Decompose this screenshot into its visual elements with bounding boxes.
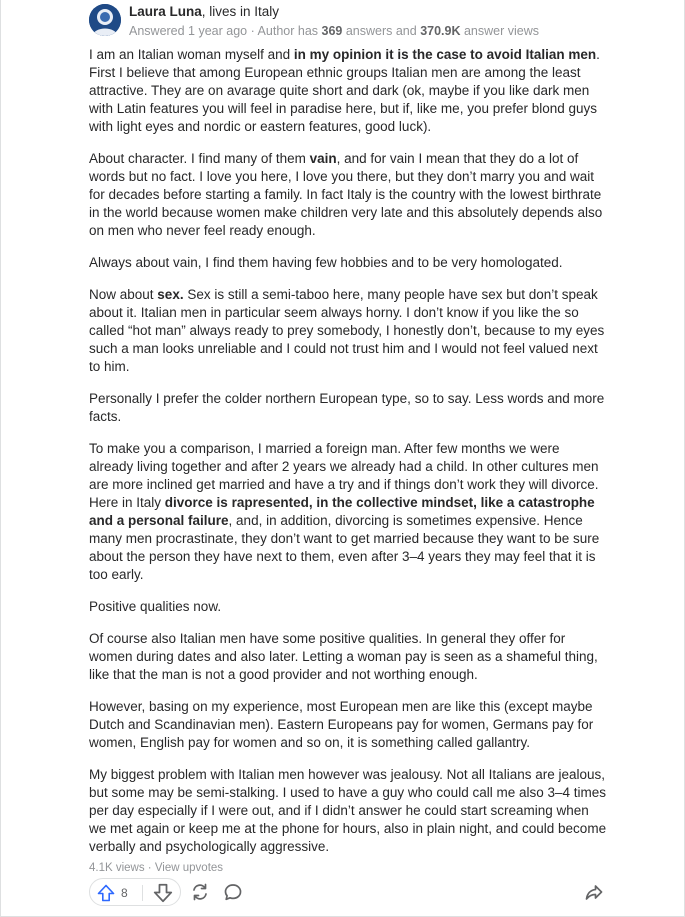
text: About character. I find many of them <box>89 151 310 166</box>
downvote-button[interactable] <box>152 882 174 904</box>
view-upvotes-link[interactable]: View upvotes <box>154 862 224 874</box>
text: Now about <box>89 287 158 302</box>
reshare-button[interactable] <box>189 881 211 903</box>
bold-text: in my opinion it is the case to avoid Italian men <box>293 47 597 62</box>
views-count-label: 4.1K views <box>89 862 145 874</box>
vote-divider <box>142 885 143 901</box>
author-name[interactable]: Laura Luna <box>129 4 202 19</box>
paragraph <box>89 286 607 376</box>
text: I am an Italian woman myself and <box>89 47 294 62</box>
text: , and for vain I mean that they do a lot of words but no fact. I love you here, I love you there, but they don’t marry you and wait for decades before starting a family. In fact Italy is the country with the lowest birthrate in the world because women make children very late and this absolutely depends also on men who never feel ready enough. <box>89 151 603 238</box>
text: Sex is still a semi-taboo here, many people have sex but don’t speak about it. Italian men in particular seem always horny. I don’t know if you like the so called “hot man” always ready to prey somebody, I honestly don’t, because to my eyes such a man looks unreliable and I could not trust him and I would not feel valued next to him. <box>89 287 605 374</box>
share-forward-icon <box>583 881 605 903</box>
meta-text: · Author has <box>247 24 322 38</box>
avatar-image <box>89 4 121 36</box>
comment-icon <box>222 881 244 903</box>
upvote-button[interactable] <box>96 882 140 904</box>
bold-text: vain <box>309 151 337 166</box>
comment-button[interactable] <box>222 881 244 903</box>
separator: · <box>144 862 155 874</box>
text: , and, in addition, divorcing is sometimes expensive. Hence many men procrastinate, they don’t want to get married because they want to be sure about the person they have next to them, even after 3–4 years they may feel that it is too early. <box>89 513 600 582</box>
paragraph: Always about vain, I find them having few hobbies and to be very homologated. <box>89 255 563 270</box>
paragraph: However, basing on my experience, most European men are like this (except maybe Dutch and Scandinavian men). Eastern Europeans pay for women, Germans pay for women, English pay for women and so on, it is something called gallantry. <box>89 699 594 750</box>
paragraph: Personally I prefer the colder northern European type, so to say. Less words and more facts. <box>89 391 605 424</box>
answer-meta <box>129 24 539 38</box>
views-count: 370.9K <box>420 24 461 38</box>
meta-text: answers and <box>342 24 421 38</box>
paragraph: My biggest problem with Italian men however was jealousy. Not all Italians are jealous, but some may be semi-stalking. I used to have a guy who could call me also 3–4 times per day especially if I were out, and if I didn’t answer he could start screaming when we met again or keep me at the phone for hours, also in plain night, and could become verbally and psychologically aggressive. <box>89 767 607 854</box>
action-bar <box>89 878 609 908</box>
upvote-arrow-icon <box>96 883 116 903</box>
meta-text: answer views <box>460 24 539 38</box>
vote-pill <box>89 878 181 906</box>
author-avatar[interactable] <box>89 4 121 36</box>
author-line <box>129 4 279 19</box>
reshare-icon <box>189 881 211 903</box>
answer-body <box>89 46 607 870</box>
bold-text: sex. <box>157 287 184 302</box>
answers-count: 369 <box>321 24 343 38</box>
text: To make you a comparison, I married a foreign man. After few months we were already living together and after 2 years we already had a child. In other cultures men are more inclined get married and have a try and if things don’t work they will divorce. Here in Italy <box>89 441 599 510</box>
text: . First I believe that among European ethnic groups Italian men are among the least attractive. They are on avarage quite short and dark (ok, maybe if you like dark men with Latin features you will feel in paradise here, but if, like me, you prefer blond guys with light eyes and nordic or eastern features, good luck). <box>89 47 600 134</box>
paragraph <box>89 46 607 136</box>
downvote-arrow-icon <box>152 882 174 904</box>
author-credential: , lives in Italy <box>201 4 280 19</box>
paragraph <box>89 150 607 240</box>
bold-text: divorce is rapresented, in the collective mindset, like a catastrophe and a personal failure <box>89 495 595 528</box>
upvote-count: 8 <box>121 886 128 900</box>
answered-date[interactable]: Answered 1 year ago <box>129 24 248 38</box>
answer-stats <box>89 862 223 874</box>
paragraph: Of course also Italian men have some positive qualities. In general they offer for women during dates and also later. Letting a woman pay is seen as a shameful thing, like that the man is not a good provider and not worthing enough. <box>89 631 598 682</box>
paragraph: Positive qualities now. <box>89 599 222 614</box>
paragraph <box>89 440 607 584</box>
share-button[interactable] <box>583 881 605 903</box>
